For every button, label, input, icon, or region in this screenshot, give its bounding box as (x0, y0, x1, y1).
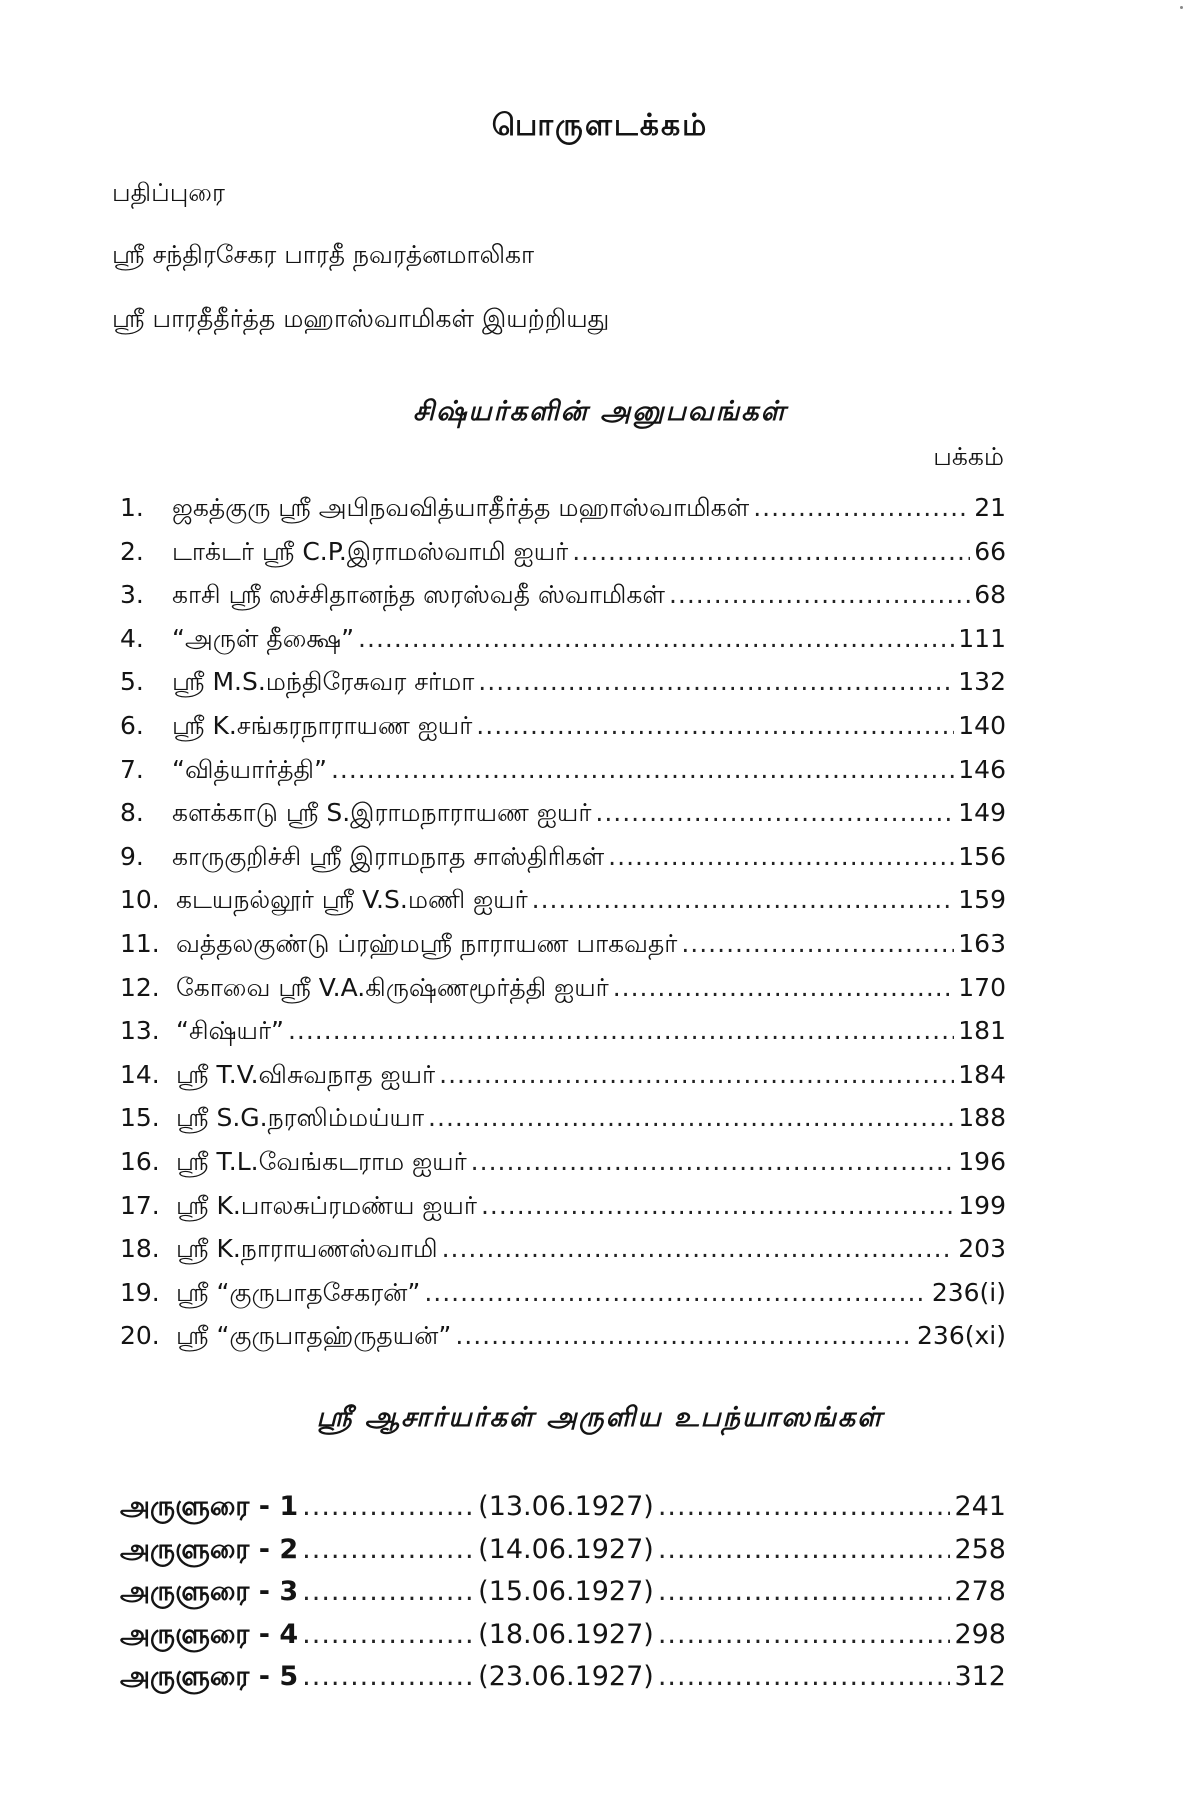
toc-title: ஸ்ரீ T.L.வேங்கடராம ஐயர் (176, 1146, 467, 1176)
dot-leader (658, 1614, 951, 1657)
toc-row (120, 617, 1006, 661)
dot-leader (481, 1184, 954, 1228)
toc-number: 18. (120, 1234, 160, 1264)
toc-number: 5. (120, 667, 144, 697)
dot-leader (613, 966, 955, 1010)
toc-number: 11. (120, 928, 160, 958)
dot-leader (331, 748, 954, 792)
dot-leader (302, 1656, 474, 1699)
dot-leader (455, 1314, 913, 1358)
toc-number: 19. (120, 1277, 160, 1307)
toc-row (120, 704, 1006, 748)
toc-number: 8. (120, 798, 144, 828)
toc-page: 146 (958, 754, 1006, 784)
toc-row (120, 966, 1006, 1010)
dot-leader (302, 1614, 474, 1657)
toc-row (120, 922, 1006, 966)
toc-page: 203 (958, 1234, 1006, 1264)
toc-row (120, 1096, 1006, 1140)
dot-leader (358, 617, 954, 661)
toc-number: 17. (120, 1190, 160, 1220)
toc-title: கடயநல்லூர் ஸ்ரீ V.S.மணி ஐயர் (176, 885, 528, 915)
toc-page: 149 (958, 798, 1006, 828)
dot-leader (478, 660, 954, 704)
dot-leader (302, 1571, 474, 1614)
discourse-row (120, 1571, 1006, 1614)
toc-row (120, 573, 1006, 617)
dot-leader (428, 1096, 954, 1140)
dot-leader (658, 1656, 951, 1699)
dot-leader (658, 1571, 951, 1614)
toc-page: 132 (958, 667, 1006, 697)
dot-leader (608, 835, 954, 879)
toc-page: 163 (958, 928, 1006, 958)
dot-leader (288, 1009, 954, 1053)
toc-page: 184 (958, 1059, 1006, 1089)
dot-leader (424, 1271, 928, 1315)
discourse-page: 241 (954, 1491, 1006, 1522)
discourse-page: 258 (954, 1533, 1006, 1565)
toc-row (120, 1140, 1006, 1184)
dot-leader (753, 486, 970, 530)
toc-page: 156 (958, 841, 1006, 871)
discourse-page: 312 (954, 1661, 1006, 1692)
toc-number: 3. (120, 580, 144, 610)
dot-leader (532, 878, 955, 922)
toc-title: ஸ்ரீ S.G.நரஸிம்மய்யா (176, 1103, 425, 1133)
discourse-label: அருளுரை - 5 (120, 1661, 299, 1692)
section-heading-experiences: சிஷ்யர்களின் அனுபவங்கள் (413, 396, 787, 427)
toc-number: 4. (120, 623, 144, 653)
discourse-label: அருளுரை - 1 (120, 1491, 299, 1522)
discourse-label: அருளுரை - 4 (120, 1618, 299, 1650)
toc-page: 170 (958, 972, 1006, 1002)
toc-number: 20. (120, 1321, 160, 1351)
page-column-label: பக்கம் (933, 442, 1004, 471)
dot-leader (439, 1053, 954, 1097)
toc-number: 13. (120, 1016, 160, 1046)
toc-title: வத்தலகுண்டு ப்ரஹ்மஸ்ரீ நாராயண பாகவதர் (176, 928, 678, 958)
toc-number: 15. (120, 1103, 160, 1133)
toc-row (120, 486, 1006, 530)
toc-title: கோவை ஸ்ரீ V.A.கிருஷ்ணமூர்த்தி ஐயர் (176, 972, 609, 1002)
toc-title: டாக்டர் ஸ்ரீ C.P.இராமஸ்வாமி ஐயர் (172, 536, 569, 566)
toc-title: ஜகத்குரு ஸ்ரீ அபிநவவித்யாதீர்த்த மஹாஸ்வாமிகள் (172, 493, 750, 522)
discourse-date: (18.06.1927) (478, 1618, 654, 1650)
toc-title: காசி ஸ்ரீ ஸச்சிதானந்த ஸரஸ்வதீ ஸ்வாமிகள் (172, 580, 665, 610)
discourse-label: அருளுரை - 3 (120, 1576, 299, 1607)
dot-leader (302, 1529, 474, 1572)
dot-leader (681, 922, 954, 966)
discourse-label: அருளுரை - 2 (120, 1533, 299, 1565)
toc-row (120, 791, 1006, 835)
toc-number: 6. (120, 710, 144, 740)
toc-title: ஸ்ரீ M.S.மந்திரேசுவர சர்மா (172, 667, 475, 697)
toc-page: 181 (958, 1016, 1006, 1046)
toc-row (120, 1227, 1006, 1271)
toc-number: 2. (120, 536, 144, 566)
toc-row (120, 1184, 1006, 1228)
preface-item: பதிப்புரை (112, 178, 225, 207)
discourse-date: (23.06.1927) (478, 1661, 654, 1692)
toc-row (120, 748, 1006, 792)
toc-title: “அருள் தீக்ஷை” (172, 623, 355, 653)
toc-number: 9. (120, 841, 144, 871)
toc-page: 111 (958, 623, 1006, 653)
discourse-page: 298 (954, 1618, 1006, 1650)
discourse-date: (14.06.1927) (478, 1533, 654, 1565)
toc-title: ஸ்ரீ “குருபாதசேகரன்” (176, 1277, 421, 1307)
section-heading-discourses: ஸ்ரீ ஆசார்யர்கள் அருளிய உபந்யாஸங்கள் (316, 1402, 884, 1433)
toc-page: 159 (958, 885, 1006, 915)
preface-item: ஸ்ரீ பாரதீதீர்த்த மஹாஸ்வாமிகள் இயற்றியது (112, 304, 610, 333)
toc-page: 188 (958, 1103, 1006, 1133)
dot-leader (572, 530, 970, 574)
dot-leader (302, 1486, 474, 1529)
toc-row (120, 1314, 1006, 1358)
toc-number: 1. (120, 493, 144, 522)
toc-page: 68 (974, 580, 1006, 610)
discourse-row (120, 1486, 1006, 1529)
toc-row (120, 1271, 1006, 1315)
toc-number: 10. (120, 885, 160, 915)
discourse-row (120, 1656, 1006, 1699)
dot-leader (669, 573, 970, 617)
toc-title: களக்காடு ஸ்ரீ S.இராமநாராயண ஐயர் (172, 798, 592, 828)
toc-row (120, 660, 1006, 704)
discourse-row (120, 1529, 1006, 1572)
dot-leader (658, 1529, 951, 1572)
toc-title: ஸ்ரீ “குருபாதஹ்ருதயன்” (176, 1321, 452, 1351)
toc-number: 7. (120, 754, 144, 784)
discourse-list (120, 1486, 1006, 1699)
toc-number: 12. (120, 972, 160, 1002)
toc-title: “வித்யார்த்தி” (172, 754, 327, 784)
preface-item: ஸ்ரீ சந்திரசேகர பாரதீ நவரத்னமாலிகா (112, 240, 535, 269)
dot-leader (476, 704, 954, 748)
toc-row (120, 1009, 1006, 1053)
toc-page: 140 (958, 710, 1006, 740)
toc-row (120, 878, 1006, 922)
dot-leader (442, 1227, 955, 1271)
toc-row (120, 835, 1006, 879)
toc-list (120, 486, 1006, 1358)
discourse-page: 278 (954, 1576, 1006, 1607)
toc-title: ஸ்ரீ K.சங்கரநாராயண ஐயர் (172, 710, 473, 740)
discourse-row (120, 1614, 1006, 1657)
toc-page: 236(xi) (917, 1321, 1006, 1351)
toc-title: ஸ்ரீ K.நாராயணஸ்வாமி (176, 1234, 438, 1264)
discourse-date: (13.06.1927) (478, 1491, 654, 1522)
toc-page: 199 (958, 1190, 1006, 1220)
toc-title: “சிஷ்யர்” (176, 1016, 284, 1046)
dot-leader (658, 1486, 951, 1529)
toc-number: 16. (120, 1146, 160, 1176)
toc-page: 66 (974, 536, 1006, 566)
dot-leader (471, 1140, 955, 1184)
toc-page: 236(i) (931, 1277, 1006, 1307)
toc-title: ஸ்ரீ T.V.விசுவநாத ஐயர் (176, 1059, 436, 1089)
page-title: பொருளடக்கம் (491, 108, 709, 143)
toc-page: 196 (958, 1146, 1006, 1176)
toc-page: 21 (974, 493, 1006, 522)
toc-row (120, 1053, 1006, 1097)
page-speck (1180, 6, 1183, 9)
toc-row (120, 530, 1006, 574)
toc-title: ஸ்ரீ K.பாலசுப்ரமண்ய ஐயர் (176, 1190, 477, 1220)
discourse-date: (15.06.1927) (478, 1576, 654, 1607)
toc-number: 14. (120, 1059, 160, 1089)
dot-leader (595, 791, 954, 835)
toc-title: காருகுறிச்சி ஸ்ரீ இராமநாத சாஸ்திரிகள் (172, 841, 605, 871)
